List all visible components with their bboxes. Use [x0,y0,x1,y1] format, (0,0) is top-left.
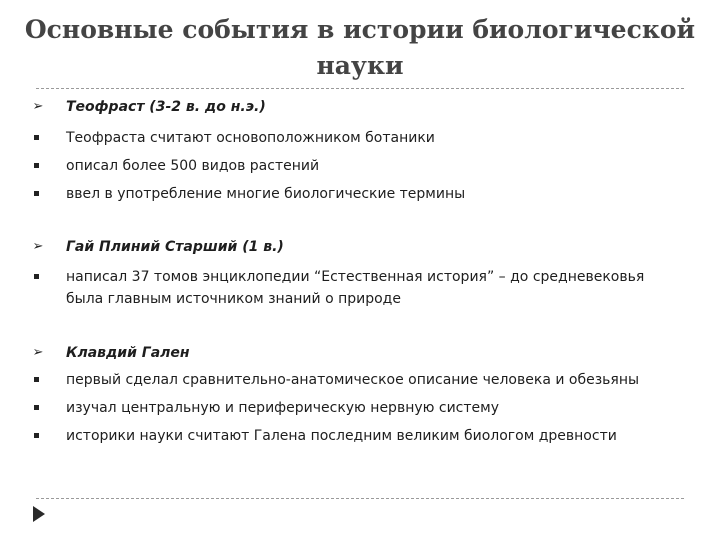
list-item [30,183,670,205]
square-bullet-icon [30,183,46,205]
list-item-text: первый сделал сравнительно-анатомическое описание человека и обезьяны [66,372,640,388]
section-heading-pliny [30,236,670,258]
list-item-text: Теофраста считают основоположником ботаники [66,130,435,146]
list-item [30,397,670,419]
section-heading-theophrastus [30,96,670,118]
square-bullet-icon [30,127,46,149]
section-heading-text: Гай Плиний Старший (1 в.) [66,239,284,255]
square-bullet-icon [30,266,46,288]
list-item [30,266,670,310]
list-item-text: описал более 500 видов растений [66,158,320,174]
arrowhead-bullet-icon: ➢ [32,239,44,254]
square-bullet-icon [30,397,46,419]
list-item [30,127,670,149]
square-bullet-icon [30,369,46,391]
square-bullet-icon [30,425,46,447]
section-heading-text: Клавдий Гален [66,345,190,361]
section-heading-text: Теофраст (3-2 в. до н.э.) [66,99,266,115]
bottom-divider [36,498,684,499]
section-heading-galen [30,342,670,364]
triangle-arrow-icon [32,505,46,523]
list-item [30,155,670,177]
list-item-text: историки науки считают Галена последним великим биологом древности [66,428,617,444]
arrowhead-bullet-icon: ➢ [32,99,44,114]
list-item-text: изучал центральную и периферическую нервную систему [66,400,499,416]
list-item [30,425,670,447]
list-item [30,369,670,391]
top-divider [36,88,684,89]
arrowhead-bullet-icon: ➢ [32,345,44,360]
list-item-text: ввел в употребление многие биологические термины [66,186,466,202]
square-bullet-icon [30,155,46,177]
list-item-text: написал 37 томов энциклопедии “Естественная история” – до средневековья была главным источником знаний о природе [66,269,645,307]
slide-title: Основные события в истории биологической науки [24,15,696,80]
